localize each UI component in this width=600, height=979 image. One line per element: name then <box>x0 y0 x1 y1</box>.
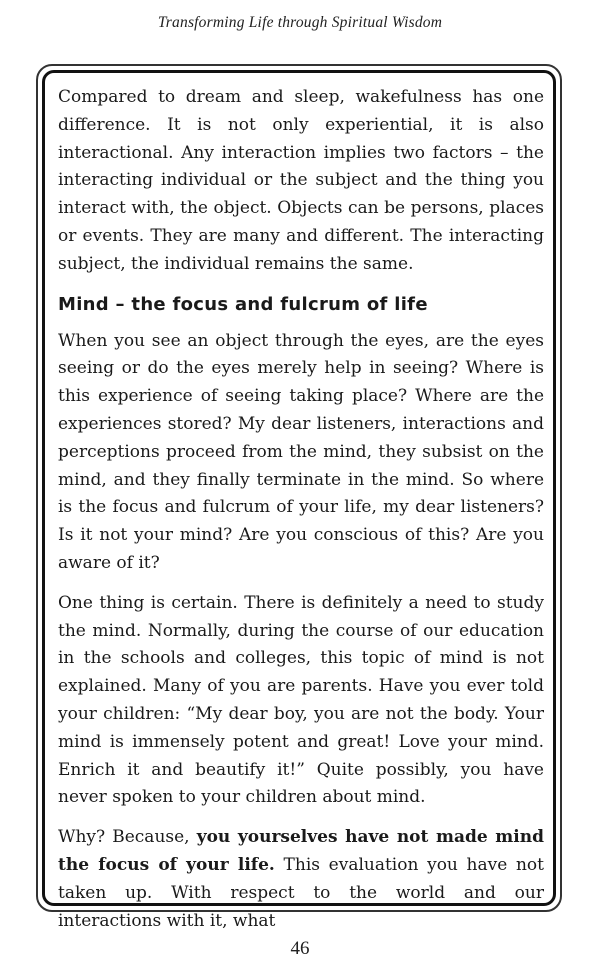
section-heading: Mind – the focus and fulcrum of life <box>58 293 428 315</box>
paragraph-why-end: This evaluation you have not taken up. With respect to the world and our interactions with it, what <box>58 854 544 931</box>
paragraph-why <box>58 824 544 935</box>
running-header: Transforming Life through Spiritual Wisdom <box>157 14 443 31</box>
paragraph-why-emphasis: you yourselves have not made mind the focus of your life. <box>58 827 544 875</box>
page-body <box>58 84 544 947</box>
paragraph-study-mind: One thing is certain. There is definitely a need to study the mind. Normally, during the course of our education in the schools and colleges, this topic of mind is not explained. Many of you are parents. Have you ever told your children: “My dear boy, you are not the body. Your mind is immensely potent and great! Love your mind. Enrich it and beautify it!” Quite possibly, you have never spoken to your children about mind. <box>58 592 544 808</box>
paragraph-wakefulness: Compared to dream and sleep, wakefulness has one difference. It is not only experiential, it is also interactional. Any interaction implies two factors – the interacting individual or the subject and the thing you interact with, the object. Objects can be persons, places or events. They are many and different. The interacting subject, the individual remains the same. <box>58 87 544 274</box>
paragraph-why-start: Why? Because, <box>58 827 197 848</box>
page-number: 46 <box>290 938 310 959</box>
paragraph-seeing: When you see an object through the eyes, are the eyes seeing or do the eyes merely help in seeing? Where is this experience of seeing taking place? Where are the experiences stored? My dear listeners, interactions and perceptions proceed from the mind, they subsist on the mind, and they finally terminate in the mind. So where is the focus and fulcrum of your life, my dear listeners? Is it not your mind? Are you conscious of this? Are you aware of it? <box>58 330 544 573</box>
